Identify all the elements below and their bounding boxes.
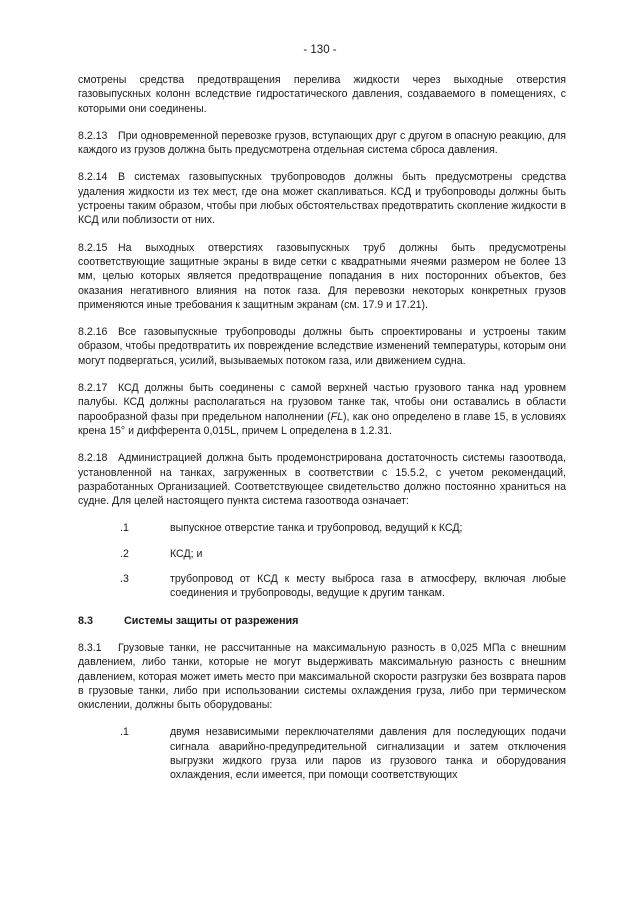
paragraph-text: Все газовыпускные трубопроводы должны быть спроектированы и устроены таким образом, чтобы предотвратить их повреждение вследствие изменений температуры, которым они могут подвергаться, усилий, вызываемых потоком газа, или движением судна. [78,326,566,367]
section-title: Системы защиты от разрежения [124,614,299,627]
section-number: 8.3 [78,614,94,627]
paragraph-8-3-1 [78,641,566,712]
intro-paragraph: смотрены средства предотвращения перелива жидкости через выходные отверстия газовыпускных колонн вследствие гидростатического давления, создаваемого в помещениях, с которыми они соединены. [78,74,566,115]
list-item [78,521,566,535]
page-number: - 130 - [303,44,337,56]
section-heading [78,614,566,628]
list-item [78,725,566,782]
paragraph-number: 8.2.17 [78,382,108,395]
paragraph-text: В системах газовыпускных трубопроводов должны быть предусмотрены средства удаления жидкости из тех мест, где она может скапливаться. КСД и трубопроводы должны быть устроены таким образом, чтобы при любых обстоятельствах предотвратить скопление жидкости в КСД или поблизости от них. [78,171,566,227]
paragraph-8-2-18 [78,451,566,508]
list-item-text: двумя независимыми переключателями давления для последующих подачи сигнала аварийно-предупредительной сигнализации и затем отключения выгрузки жидкого груза или паров из грузового танка и оборудования охлаждения, если имеется, при помощи соответствующих [170,726,566,782]
paragraph-8-2-16 [78,325,566,368]
paragraph-number: 8.2.15 [78,241,108,254]
paragraph-number: 8.3.1 [78,641,102,654]
paragraph-text: При одновременной перевозке грузов, вступающих друг с другом в опасную реакцию, для каждого из грузов должна быть предусмотрена отдельная система сброса давления. [78,129,566,157]
list-item-number: .1 [120,522,129,535]
list-item-number: .2 [120,547,129,560]
paragraph-8-2-13 [78,129,566,158]
paragraph-8-2-17 [78,381,566,438]
paragraph-text-start: КСД должны быть соединены с самой верхней частью грузового танка над уровнем палубы. КСД должны располагаться на грузовом танке так, чтобы они оставались в области парообразной фазы при предельном наполнении ( [78,382,566,423]
list-item [78,572,566,601]
paragraph-8-2-15 [78,241,566,312]
paragraph-text: Администрацией должна быть продемонстрирована достаточность системы газоотвода, установленной на танках, загруженных в соответствии с 15.5.2, с учетом рекомендаций, разработанных Организацией. Соответствующее свидетельство должно постоянно храниться на судне. Для целей настоящего пункта система газоотвода означает: [78,452,566,508]
paragraph-8-2-14 [78,170,566,227]
list-item-text: КСД; и [170,547,203,560]
list-item-text: выпускное отверстие танка и трубопровод, ведущий к КСД; [170,522,463,535]
paragraph-number: 8.2.16 [78,326,108,339]
list-item-number: .3 [120,573,129,586]
paragraph-number: 8.2.13 [78,129,108,142]
paragraph-text: На выходных отверстиях газовыпускных труб должны быть предусмотрены соответствующие защитные экраны в виде сетки с квадратными ячеями размером не более 13 мм, целью которых является предотвращение попадания в них посторонних объектов, без оказания негативного влияния на поток газа. Для перевозки некоторых конкретных грузов применяются иные требования к защитным экранам (см. 17.9 и 17.21). [78,241,566,311]
paragraph-number: 8.2.14 [78,171,108,184]
list-item-number: .1 [120,726,129,739]
list-item [78,547,566,561]
paragraph-text-emphasis: FL [330,410,343,423]
paragraph-text-end: ), как оно определено в главе 15, в условиях крена 15° и дифферента 0,015L, причем L определена в 1.2.31. [78,410,566,437]
page-content [78,73,566,794]
paragraph-text: Грузовые танки, не рассчитанные на максимальную разность в 0,025 МПа с внешним давлением, либо танки, которые не могут выдерживать максимальную разность с внешним давлением, которая может иметь место при максимальной скорости разгрузки без возврата паров в грузовые танки, либо при использовании системы охлаждения груза, либо при термическом окислении, должны быть оборудованы: [78,641,566,712]
list-item-text: трубопровод от КСД к месту выброса газа в атмосферу, включая любые соединения и трубопроводы, ведущие к другим танкам. [170,573,566,600]
paragraph-number: 8.2.18 [78,452,108,465]
